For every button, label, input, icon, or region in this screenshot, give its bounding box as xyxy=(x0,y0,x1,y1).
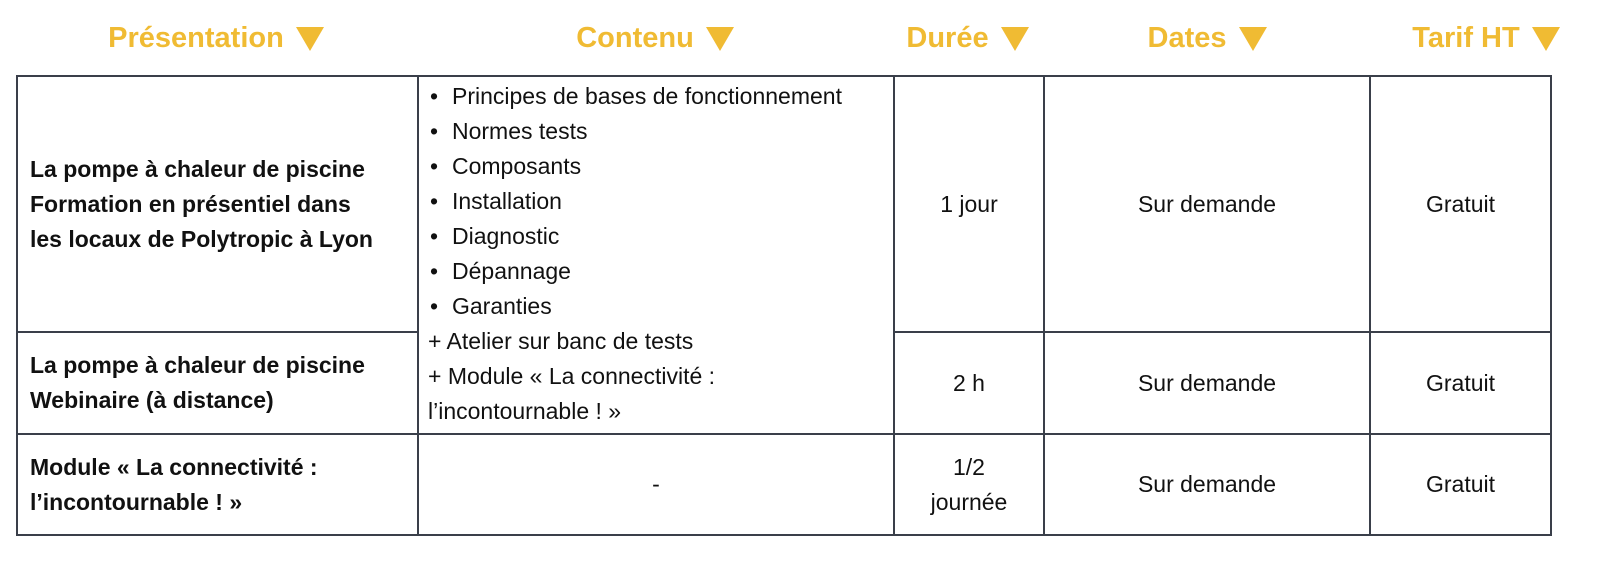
row2-dates-cell xyxy=(1045,333,1369,433)
row2-presentation-line2: Webinaire (à distance) xyxy=(30,387,274,413)
triangle-down-icon xyxy=(296,27,324,51)
column-header-contenu[interactable] xyxy=(420,22,890,55)
row1-duree-cell xyxy=(895,77,1043,331)
row2-duree-cell xyxy=(895,333,1043,433)
row1-dates-cell xyxy=(1045,77,1369,331)
row2-presentation-cell xyxy=(18,333,417,433)
column-header-dates[interactable] xyxy=(1044,22,1370,55)
contenu-extra-line: + Atelier sur banc de tests xyxy=(428,328,694,354)
row2-tarif: Gratuit xyxy=(1425,369,1496,396)
row3-dates-cell xyxy=(1045,435,1369,534)
contenu-extra-line: l’incontournable ! » xyxy=(428,398,622,424)
table-border-bottom xyxy=(16,534,1552,536)
contenu-extra-line: + Module « La connectivité : xyxy=(428,363,716,389)
column-header-duree[interactable] xyxy=(895,22,1040,55)
row1-duree: 1 jour xyxy=(940,190,998,217)
row3-tarif-cell xyxy=(1371,435,1550,534)
row1-presentation-cell xyxy=(18,77,417,331)
triangle-down-icon xyxy=(1239,27,1267,51)
row2-presentation-line1: La pompe à chaleur de piscine xyxy=(30,352,365,378)
row2-tarif-cell xyxy=(1371,333,1550,433)
table-header-row xyxy=(0,0,1614,78)
training-table xyxy=(16,75,1602,553)
list-item: • Garanties xyxy=(428,289,898,324)
contenu-bullet-list xyxy=(428,79,898,324)
row1-presentation-line3: les locaux de Polytropic à Lyon xyxy=(30,225,373,252)
triangle-down-icon xyxy=(706,27,734,51)
list-item: • Installation xyxy=(428,184,898,219)
row3-contenu: - xyxy=(652,471,660,497)
row3-dates: Sur demande xyxy=(1137,471,1277,497)
column-header-presentation[interactable] xyxy=(16,22,416,55)
column-header-tarif[interactable] xyxy=(1370,22,1602,55)
row1-dates: Sur demande xyxy=(1137,190,1277,217)
row3-duree-line2: journée xyxy=(930,488,1008,515)
column-header-presentation-label: Présentation xyxy=(108,22,284,54)
row3-duree-line1: 1/2 xyxy=(953,453,985,480)
triangle-down-icon xyxy=(1532,27,1560,51)
column-header-contenu-label: Contenu xyxy=(576,22,694,54)
list-item: • Dépannage xyxy=(428,254,898,289)
list-item: • Diagnostic xyxy=(428,219,898,254)
table-border-right xyxy=(1550,75,1552,536)
row1-presentation-line1: La pompe à chaleur de piscine xyxy=(30,155,365,182)
row2-dates: Sur demande xyxy=(1137,369,1277,396)
triangle-down-icon xyxy=(1001,27,1029,51)
list-item: • Principes de bases de fonctionnement xyxy=(428,79,898,114)
row3-contenu-cell xyxy=(419,435,893,534)
row1-presentation-line2: Formation en présentiel dans xyxy=(30,190,351,217)
row3-duree-cell xyxy=(895,435,1043,534)
column-header-duree-label: Durée xyxy=(906,22,989,54)
column-header-dates-label: Dates xyxy=(1147,22,1227,54)
row1-tarif: Gratuit xyxy=(1425,190,1496,217)
row1-tarif-cell xyxy=(1371,77,1550,331)
row3-presentation-line1: Module « La connectivité : xyxy=(30,453,318,480)
list-item: • Composants xyxy=(428,149,898,184)
row3-presentation-line2: l’incontournable ! » xyxy=(30,488,243,515)
row3-presentation-cell xyxy=(18,435,417,534)
shared-contenu-cell xyxy=(428,79,898,429)
list-item: • Normes tests xyxy=(428,114,898,149)
row2-duree: 2 h xyxy=(953,369,985,396)
column-header-tarif-label: Tarif HT xyxy=(1412,22,1520,54)
row3-tarif: Gratuit xyxy=(1425,471,1496,497)
